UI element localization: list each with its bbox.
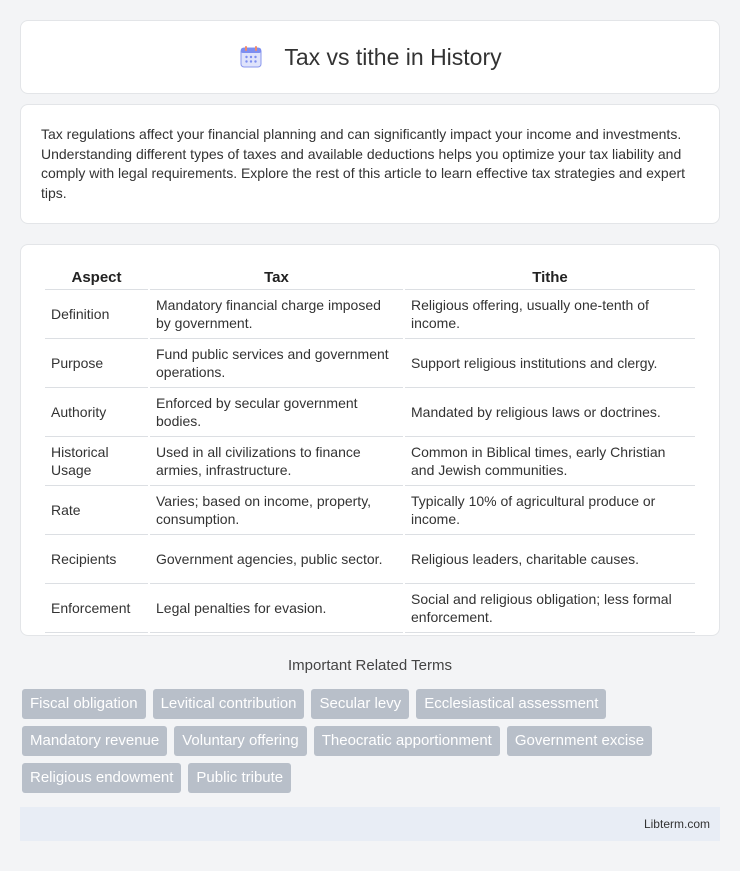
cell-aspect: Enforcement (45, 584, 148, 633)
intro-card (20, 104, 720, 224)
table-row (45, 290, 695, 339)
term-tag[interactable]: Voluntary offering (174, 726, 306, 756)
term-tag[interactable]: Secular levy (311, 689, 409, 719)
cell-tithe: Mandated by religious laws or doctrines. (405, 388, 695, 437)
related-terms-list (22, 689, 722, 800)
header-aspect: Aspect (45, 265, 148, 290)
term-tag[interactable]: Fiscal obligation (22, 689, 146, 719)
cell-tax: Used in all civilizations to finance armies, infrastructure. (150, 437, 403, 486)
comparison-card (20, 244, 720, 636)
cell-aspect: Recipients (45, 535, 148, 584)
cell-tax: Fund public services and government operations. (150, 339, 403, 388)
intro-text: Tax regulations affect your financial planning and can significantly impact your income and investments. Understanding different types of taxes and available deductions helps you optimize your tax liability and comply with legal requirements. Explore the rest of this article to learn effective tax strategies and expert tips. (41, 126, 686, 201)
page-title: Tax vs tithe in History (284, 43, 502, 70)
cell-tax: Mandatory financial charge imposed by government. (150, 290, 403, 339)
footer (20, 807, 720, 841)
term-tag[interactable]: Mandatory revenue (22, 726, 167, 756)
table-row (45, 437, 695, 486)
cell-tithe: Religious leaders, charitable causes. (405, 535, 695, 584)
cell-aspect: Purpose (45, 339, 148, 388)
term-tag[interactable]: Ecclesiastical assessment (416, 689, 606, 719)
cell-tithe: Support religious institutions and clergy. (405, 339, 695, 388)
cell-aspect: Rate (45, 486, 148, 535)
cell-tax: Varies; based on income, property, consumption. (150, 486, 403, 535)
term-tag[interactable]: Theocratic apportionment (314, 726, 500, 756)
cell-tithe: Typically 10% of agricultural produce or income. (405, 486, 695, 535)
header-tax: Tax (150, 265, 403, 290)
cell-aspect: Historical Usage (45, 437, 148, 486)
term-tag[interactable]: Government excise (507, 726, 652, 756)
cell-tithe: Religious offering, usually one-tenth of income. (405, 290, 695, 339)
term-tag[interactable]: Religious endowment (22, 763, 181, 793)
cell-tithe: Common in Biblical times, early Christian and Jewish communities. (405, 437, 695, 486)
term-tag[interactable]: Levitical contribution (153, 689, 305, 719)
table-row (45, 535, 695, 584)
term-tag[interactable]: Public tribute (188, 763, 291, 793)
table-row (45, 584, 695, 633)
cell-tax: Enforced by secular government bodies. (150, 388, 403, 437)
table-row (45, 486, 695, 535)
cell-tax: Legal penalties for evasion. (150, 584, 403, 633)
table-row (45, 339, 695, 388)
title-card (20, 20, 720, 94)
cell-aspect: Definition (45, 290, 148, 339)
calendar-icon (238, 44, 264, 70)
comparison-table (43, 265, 697, 633)
cell-aspect: Authority (45, 388, 148, 437)
table-row (45, 388, 695, 437)
cell-tax: Government agencies, public sector. (150, 535, 403, 584)
related-terms-heading: Important Related Terms (288, 657, 452, 674)
cell-tithe: Social and religious obligation; less formal enforcement. (405, 584, 695, 633)
footer-site-link[interactable]: Libterm.com (643, 817, 710, 831)
table-header-row (45, 265, 695, 290)
header-tithe: Tithe (405, 265, 695, 290)
